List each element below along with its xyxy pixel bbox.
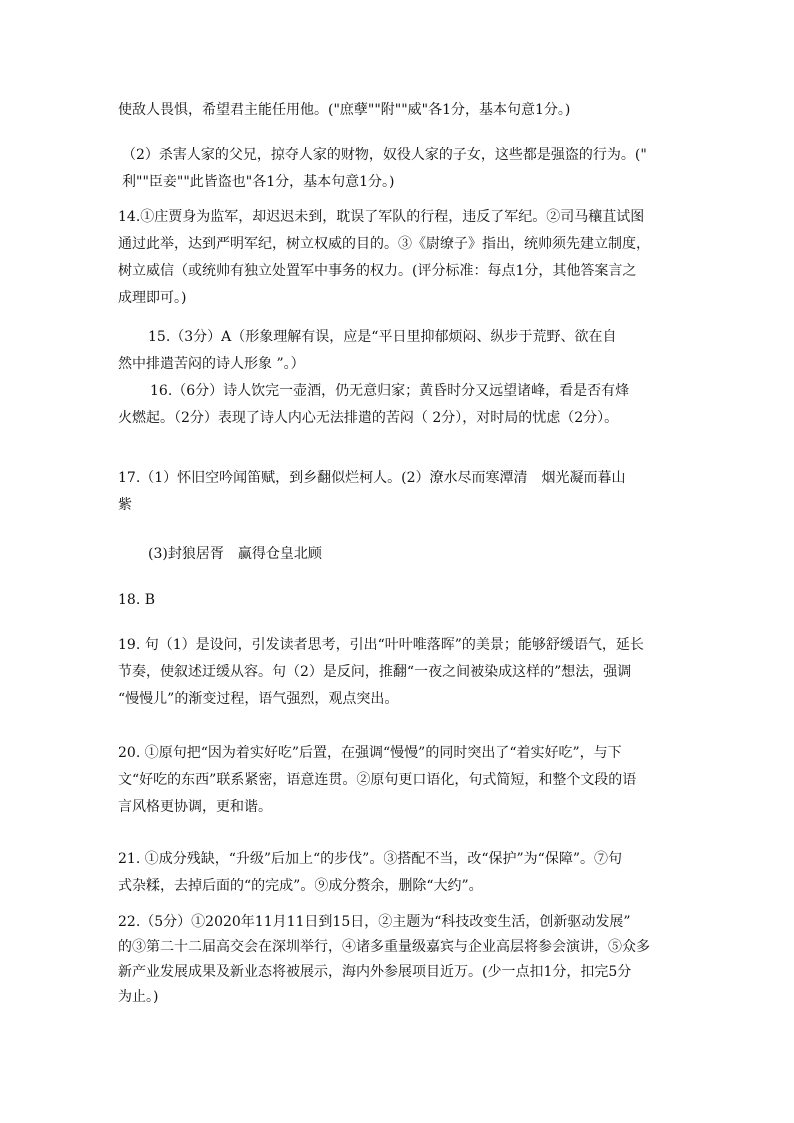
text-line: 节奏，使叙述迂缓从容。句（2）是反问，推翻“一夜之间被染成这样的”想法，强调: [118, 664, 632, 680]
text-line: 利""臣妾""此皆盗也"各1分，基本句意1分。): [122, 174, 395, 190]
text-line: 式杂糅，去掉后面的“的完成”。⑨成分赘余，删除“大约”。: [118, 878, 483, 894]
answer-13-2: [122, 142, 682, 196]
text-line: (3)封狼居胥 赢得仓皇北顾: [148, 546, 322, 562]
answer-13-1-continuation: [118, 97, 678, 124]
text-line: “慢慢儿”的渐变过程，语气强烈，观点突出。: [118, 691, 399, 707]
text-line: 然中排遣苦闷的诗人形象 ”。）: [118, 356, 305, 372]
text-line: 20. ①原句把“因为着实好吃”后置，在强调“慢慢”的同时突出了“着实好吃”，与下: [118, 745, 622, 761]
text-line: 使敌人畏惧，希望君主能任用他。("庶孽""附""威"各1分，基本句意1分。): [118, 102, 571, 118]
text-line: 21. ①成分残缺，“升级”后加上“的步伐”。③搭配不当，改“保护”为“保障”。⑦句: [118, 851, 622, 867]
answer-17-3: [148, 541, 708, 568]
answer-19: [118, 632, 678, 713]
answer-16: [118, 378, 678, 432]
text-line: 紫: [118, 497, 132, 513]
answer-21: [118, 846, 678, 900]
text-line: 成理即可。): [118, 290, 187, 306]
text-line: 22.（5分）①2020年11月11日到15日，②主题为“科技改变生活，创新驱动发展”: [118, 914, 631, 930]
text-line: 的③第二十二届高交会在深圳举行，④诸多重量级嘉宾与企业高层将参会演讲，⑤众多: [118, 939, 650, 955]
answer-14: [118, 204, 678, 312]
text-line: 为止。): [118, 989, 159, 1005]
answer-15: [118, 324, 678, 378]
text-line: 18. B: [118, 592, 156, 608]
text-line: 火燃起。（2分）表现了诗人内心无法排遣的苦闷（ 2分），对时局的忧虑（2分）。: [118, 410, 619, 426]
text-line: 通过此举，达到严明军纪，树立权威的目的。③《尉缭子》指出，统帅须先建立制度，: [118, 236, 650, 252]
answer-17: [118, 465, 678, 519]
text-line: （2）杀害人家的父兄，掠夺人家的财物，奴役人家的子女，这些都是强盗的行为。(": [122, 147, 647, 163]
text-line: 言风格更协调，更和谐。: [118, 799, 272, 815]
answer-20: [118, 740, 678, 821]
text-line: 15.（3分）A（形象理解有误，应是“平日里抑郁烦闷、纵步于荒野、欲在自: [148, 329, 617, 345]
text-line: 19. 句（1）是设问，引发读者思考，引出“叶叶唯落晖”的美景；能够舒缓语气，延长: [118, 637, 644, 653]
answer-22: [118, 910, 678, 1010]
answer-18: [118, 587, 678, 614]
text-line: 14.①庄贾身为监军，却迟迟未到，耽误了军队的行程，违反了军纪。②司马穰苴试图: [118, 209, 645, 225]
text-line: 文“好吃的东西”联系紧密，语意连贯。②原句更口语化，句式简短，和整个文段的语: [118, 772, 637, 788]
text-line: 16.（6分）诗人饮完一壶酒，仍无意归家；黄昏时分又远望诸峰，看是否有烽: [150, 383, 630, 399]
text-line: 树立威信（或统帅有独立处置军中事务的权力。(评分标准：每点1分，其他答案言之: [118, 263, 637, 279]
text-line: 新产业发展成果及新业态将被展示，海内外参展项目近万。(少一点扣1分，扣完5分: [118, 964, 632, 980]
text-line: 17.（1）怀旧空吟闻笛赋，到乡翻似烂柯人。(2）潦水尽而寒潭清 烟光凝而暮山: [118, 470, 626, 486]
